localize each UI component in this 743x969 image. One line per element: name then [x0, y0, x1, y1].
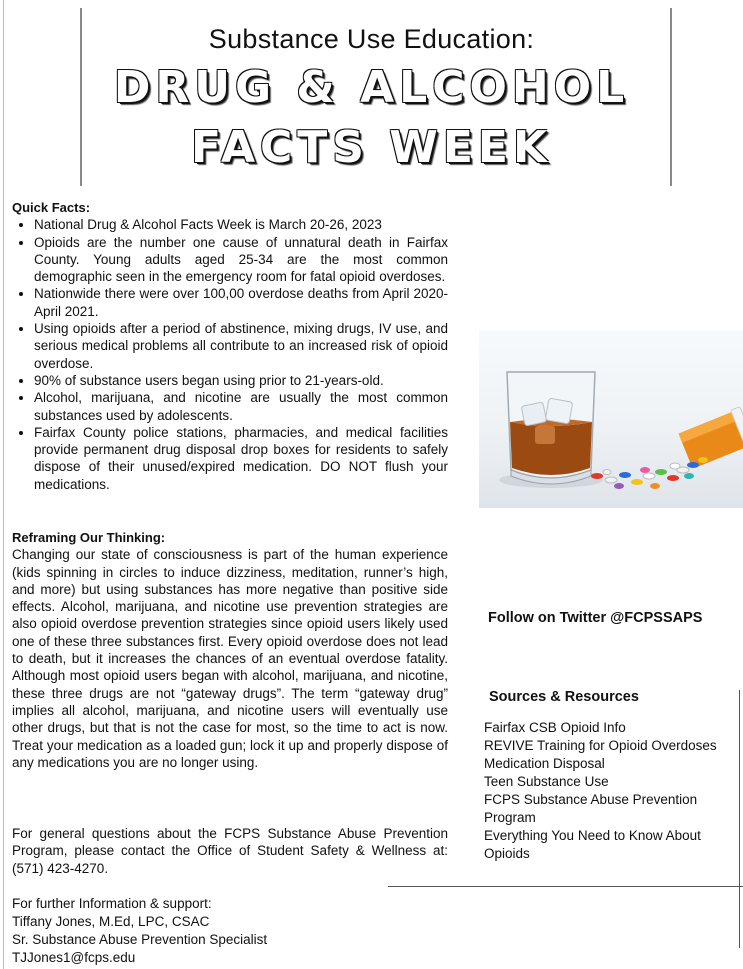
fact-item: • Fairfax County police stations, pharmacies, and medical facilities provide permanent drug disposal drop boxes for residents to safely dispose of their unused/expired medication. DO NOT flush your medications. [34, 424, 448, 493]
quick-facts-heading: Quick Facts: [12, 200, 91, 215]
whiskey-and-pills-illustration [479, 330, 743, 508]
sources-list [484, 719, 729, 863]
reframing-section [12, 529, 448, 771]
fact-item: • Nationwide there were over 100,00 overdose deaths from April 2020- April 2021. [34, 285, 448, 320]
source-link[interactable]: Fairfax CSB Opioid Info [484, 720, 626, 735]
page-subtitle: Substance Use Education: [208, 24, 535, 54]
source-link[interactable]: Medication Disposal [484, 756, 605, 771]
reframing-heading: Reframing Our Thinking: [12, 530, 166, 545]
source-link[interactable]: Everything You Need to Know About Opioids [484, 828, 701, 861]
quick-facts-section [12, 199, 448, 493]
contact-role: Sr. Substance Abuse Prevention Specialist [12, 932, 268, 947]
fact-item: • Using opioids after a period of abstinence, mixing drugs, IV use, and serious medical problems all contribute to an increased risk of opioid overdose. [34, 320, 448, 372]
fact-item: • Opioids are the number one cause of unnatural death in Fairfax County. Young adults aged 25-34 are the most common demographic seen in the emergency room for fatal opioid overdoses. [34, 234, 448, 286]
bottom-divider [388, 886, 743, 887]
page-title-line-1: DRUG & ALCOHOL [113, 62, 630, 113]
twitter-follow[interactable]: Follow on Twitter @FCPSSAPS [488, 610, 703, 626]
contact-name: Tiffany Jones, M.Ed, LPC, CSAC [12, 914, 210, 929]
page-title-line-2: FACTS WEEK [190, 122, 553, 173]
source-link[interactable]: Teen Substance Use [484, 774, 609, 789]
quick-facts-list [12, 216, 448, 493]
contact-email[interactable]: TJJones1@fcps.edu [12, 950, 136, 965]
whiskey-and-pills-image [479, 330, 743, 508]
sources-frame [739, 690, 740, 948]
source-link[interactable]: REVIVE Training for Opioid Overdoses [484, 738, 717, 753]
further-info-section [12, 895, 448, 967]
further-info-heading: For further Information & support: [12, 896, 212, 911]
source-link[interactable]: FCPS Substance Abuse Prevention Program [484, 792, 698, 825]
general-contact: For general questions about the FCPS Substance Abuse Prevention Program, please contact the Office of Student Safety & Wellness at: (571) 423-4270. [12, 826, 448, 876]
sources-heading: Sources & Resources [489, 689, 639, 705]
fact-item: • National Drug & Alcohol Facts Week is March 20-26, 2023 [34, 216, 448, 233]
reframing-body: Changing our state of consciousness is part of the human experience (kids spinning in circles to induce dizziness, meditation, runner’s high, and more) but using substances has more negative than positive side effects. Alcohol, marijuana, and nicotine use prevention strategies are also opioid overdose prevention strategies since opioid users likely used one of these three substances first. Every opioid overdose does not lead to death, but it increases the chances of an eventual overdose fatality. Although most opioid users began with alcohol, marijuana, and nicotine, these three drugs are not “gateway drugs”. The term “gateway drug” implies all alcohol, marijuana, and nicotine users will eventually use other drugs, but that is not the case for most, so the time to act is now. Treat your medication as a loaded gun; lock it up and properly dispose of any medications you are no longer using. [12, 547, 448, 770]
fact-item: • 90% of substance users began using prior to 21-years-old. [34, 372, 448, 389]
fact-item: • Alcohol, marijuana, and nicotine are usually the most common substances used by adolescents. [34, 389, 448, 424]
